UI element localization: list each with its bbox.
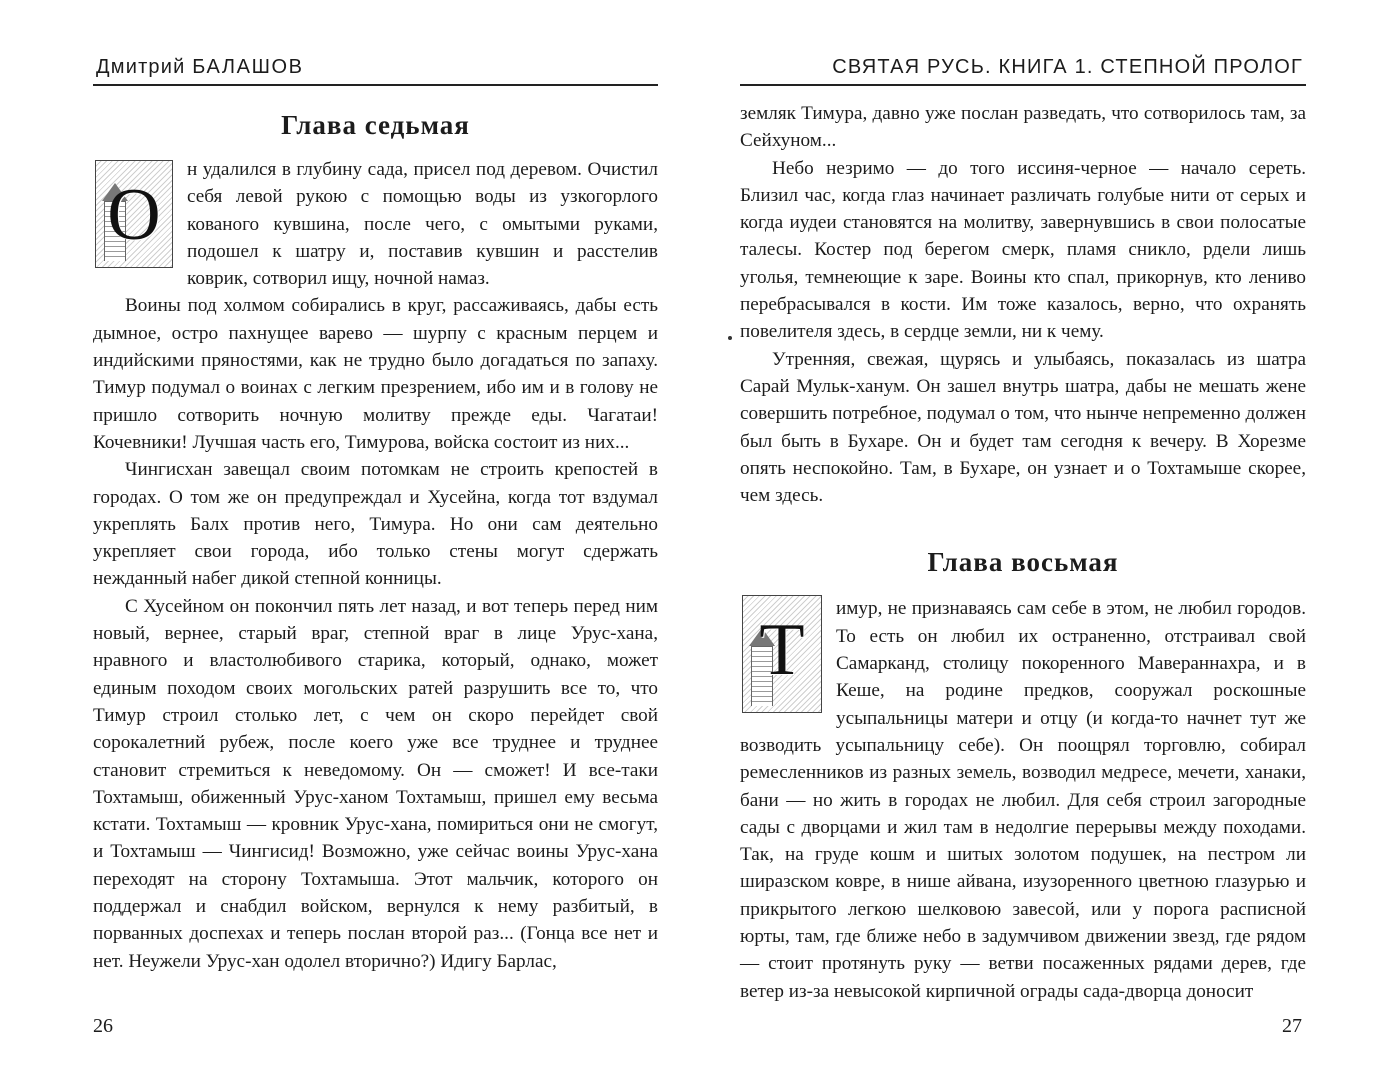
chapter-title-seven: Глава седьмая	[281, 110, 470, 140]
paragraph-1-text: н удалился в глубину сада, присел под деревом. Очистил себя левой рукою с помощью воды из узкогорлого кованого кувшина, после чего, с омытыми руками, подошел к шатру и, поставив кувшин и расстелив коврик, сотворил ищу, ночной намаз.	[187, 159, 658, 290]
right-page	[740, 0, 1306, 1080]
paragraph-dawn: Небо незримо — до того иссиня-черное — начало сереть. Близил час, когда глаз начинает различать голубые нити от серых и когда иудеи становятся на молитву, завернувшись в свои полосатые талесы. Костер под берегом смерк, пламя сникло, рдели лишь уголья, темнеющие к заре. Воины кто спал, прикорнув, кто лениво перебрасывался в кости. Им тоже казалось, верно, что охранять повелителя здесь, в сердце земли, ни к чему.	[740, 157, 1306, 343]
right-page-content	[740, 100, 1306, 1005]
dropcap-letter: О	[107, 174, 161, 256]
paragraph-timur	[740, 595, 1306, 1004]
paragraph-4: С Хусейном он покончил пять лет назад, и вот теперь перед ним новый, вернее, старый враг, степной враг в лице Урус-хана, нравного и властолюбивого старика, который, однако, может единым походом своих могольских ратей разрушить все то, что Тимур строил столько лет, с чем он скоро перейдет свой сорокалетний рубеж, после коего уже все труднее и труднее становит стремиться к неведомому. Он — сможет! И все-таки Тохтамыш, обиженный Урус-ханом Тохтамыш, пришел ему весьма кстати. Тохтамыш — кровник Урус-хана, помириться они не смогут, и Тохтамыш — Чингисид! Возможно, уже сейчас воины Урус-хана переходят на сторону Тохтамыша. Этот мальчик, которого он поддержал и снабдил войском, вернулся к нему разбитый, в порванных доспехах и теперь послан второй раз... (Гонца все нет и нет. Неужели Урус-хан одолел вторично?) Идигу Барлас,	[93, 595, 658, 972]
paragraph-1	[93, 156, 658, 292]
author-first-name: Дмитрий	[96, 56, 186, 78]
paragraph-3: Чингисхан завещал своим потомкам не строить крепостей в городах. О том же он предупреждал и Хусейна, когда тот вздумал укреплять Балх против него, Тимура. Но они сам деятельно укрепляет свои города, ибо только стены могут сдержать нежданный набег дикой степной конницы.	[93, 459, 658, 590]
page-number-right: 27	[1282, 1015, 1302, 1037]
chapter-title-eight: Глава восьмая	[927, 547, 1119, 578]
paragraph-continued: земляк Тимура, давно уже послан разведать, что сотворилось там, за Сейхуном...	[740, 103, 1306, 152]
left-page-content	[93, 106, 658, 975]
paragraph-timur-text: имур, не признаваясь сам себе в этом, не любил городов. То есть он любил их остраненно, отстраивал свой Самарканд, столицу покоренного Мавераннахра, и в Кеше, на родине предков, сооружал роскошные усыпальницы матери и отцу (и когда-то начнет тут же возводить усыпальницу себе). Он поощрял торговлю, собирал ремесленников из разных земель, возводил медресе, мечети, ханаки, бани — но жить в городах не любил. Для себя строил загородные сады с дворцами и жил там в недолгие перерывы между походами. Так, на груде кошм и шитых золотом подушек, на пестром ли ширазском ковре, в нише айвана, изузоренного цветною глазурью и прикрытого легкою шелковою завесой, или у порога расписной юрты, там, где ближе небо в задумчивом движении звезд, где рядом — стоит протянуть руку — ветви посаженных рядами дерев, где ветер из-за невысокой кирпичной ограды сада-дворца доносит	[740, 598, 1306, 1002]
dropcap-illustration-t	[742, 595, 822, 713]
paragraph-2: Воины под холмом собирались в круг, рассаживаясь, дабы есть дымное, остро пахнущее варево — шурпу с красным перцем и индийскими пряностями, как не трудно было догадаться по запаху. Тимур подумал о воинах с легким презрением, ибо им и в голову не пришло сотворить ночную молитву прежде еды. Чагатаи! Кочевники! Лучшая часть его, Тимурова, войска состоит из них...	[93, 295, 658, 453]
left-page	[93, 0, 658, 1080]
right-running-head: СВЯТАЯ РУСЬ. КНИГА 1. СТЕПНОЙ ПРОЛОГ	[740, 50, 1306, 86]
paragraph-morning: Утренняя, свежая, щурясь и улыбаясь, показалась из шатра Сарай Мульк-ханум. Он зашел внутрь шатра, дабы не мешать жене совершить потребное, подумал о том, что нынче непременно должен был быть в Бухаре. Он и будет там сегодня к вечеру. В Хорезме опять неспокойно. Там, в Бухаре, он узнает и о Тохтамыше скорее, чем здесь.	[740, 348, 1306, 507]
dropcap-letter: Т	[759, 609, 805, 692]
left-running-head	[93, 50, 658, 86]
dropcap-illustration-o	[95, 160, 173, 268]
margin-mark	[728, 336, 732, 340]
page-number-left: 26	[93, 1015, 113, 1037]
author-last-name: БАЛАШОВ	[192, 56, 304, 78]
